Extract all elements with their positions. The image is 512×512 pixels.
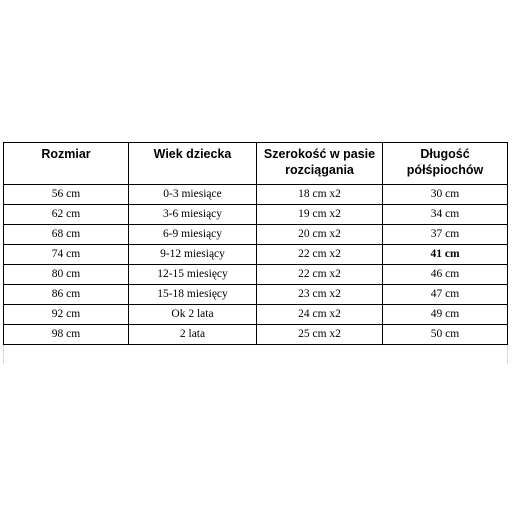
table-row	[4, 325, 508, 345]
cell-age: Ok 2 lata	[129, 305, 257, 325]
header-size	[4, 143, 129, 185]
cell-waist: 22 cm x2	[257, 265, 383, 285]
cell-length: 34 cm	[383, 205, 508, 225]
table-row	[4, 225, 508, 245]
cell-waist: 22 cm x2	[257, 245, 383, 265]
cell-age: 0-3 miesiące	[129, 185, 257, 205]
header-waist-label-line2: rozciągania	[285, 163, 354, 177]
cell-waist: 25 cm x2	[257, 325, 383, 345]
cell-length: 49 cm	[383, 305, 508, 325]
header-length-label-line2: półśpiochów	[406, 163, 484, 177]
cell-age: 15-18 miesięcy	[129, 285, 257, 305]
header-length	[383, 143, 508, 185]
header-waist	[257, 143, 383, 185]
cell-waist: 19 cm x2	[257, 205, 383, 225]
cell-size: 86 cm	[4, 285, 129, 305]
cell-size: 56 cm	[4, 185, 129, 205]
cell-length: 47 cm	[383, 285, 508, 305]
header-row	[4, 143, 508, 185]
header-age	[129, 143, 257, 185]
cell-size: 92 cm	[4, 305, 129, 325]
cell-length: 46 cm	[383, 265, 508, 285]
table-row	[4, 265, 508, 285]
cell-size: 74 cm	[4, 245, 129, 265]
header-size-label: Rozmiar	[41, 147, 91, 161]
cell-length: 41 cm	[383, 245, 508, 265]
cell-waist: 24 cm x2	[257, 305, 383, 325]
cell-size: 80 cm	[4, 265, 129, 285]
table-row	[4, 185, 508, 205]
cell-age: 2 lata	[129, 325, 257, 345]
cell-age: 9-12 miesiący	[129, 245, 257, 265]
cell-age: 12-15 miesięcy	[129, 265, 257, 285]
size-chart-table	[3, 142, 508, 345]
cell-waist: 18 cm x2	[257, 185, 383, 205]
cell-age: 6-9 miesiący	[129, 225, 257, 245]
cell-waist: 23 cm x2	[257, 285, 383, 305]
cell-size: 68 cm	[4, 225, 129, 245]
cell-length: 37 cm	[383, 225, 508, 245]
table-row	[4, 285, 508, 305]
cell-length: 30 cm	[383, 185, 508, 205]
cell-age: 3-6 miesiący	[129, 205, 257, 225]
cell-waist: 20 cm x2	[257, 225, 383, 245]
header-age-label: Wiek dziecka	[153, 147, 232, 161]
table-row	[4, 245, 508, 265]
cell-length: 50 cm	[383, 325, 508, 345]
table-row	[4, 305, 508, 325]
cell-size: 98 cm	[4, 325, 129, 345]
header-waist-label-line1: Szerokość w pasie	[263, 147, 376, 161]
header-length-label-line1: Długość	[420, 147, 470, 161]
cell-size: 62 cm	[4, 205, 129, 225]
table-row	[4, 205, 508, 225]
